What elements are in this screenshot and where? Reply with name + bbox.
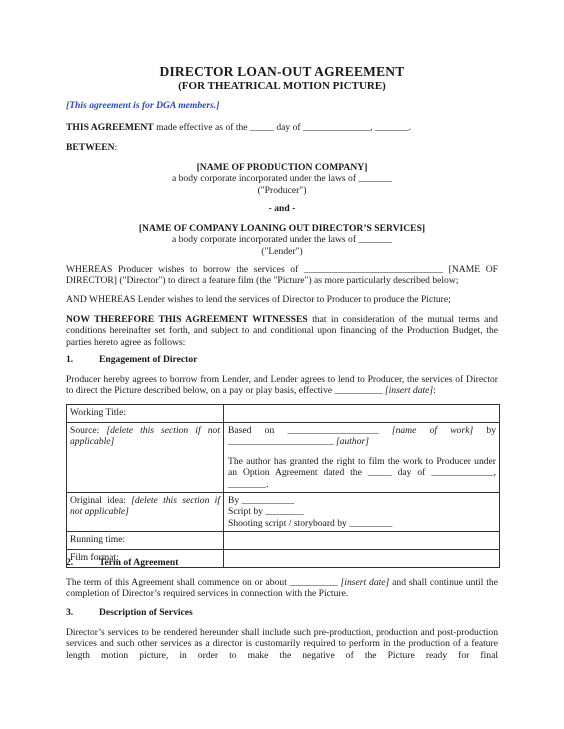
source-label-text <box>70 425 220 448</box>
section-1-number: 1. <box>66 354 74 365</box>
section-2-heading: Term of Agreement <box>99 557 179 568</box>
table-row <box>67 405 500 423</box>
section-2-date-note: [insert date] <box>340 577 390 588</box>
on-word: on <box>264 425 275 436</box>
section-1-heading: Engagement of Director <box>99 354 198 365</box>
section-3-paragraph: Director’s services to be rendered hereunder shall include such pre-production, production and post-production services and such other services as a director is customarily required to perform in the production of a feature length motion picture, in order to make the negative of the Picture ready for final <box>66 627 498 661</box>
by-word: by <box>486 425 496 436</box>
producer-block <box>66 162 498 196</box>
option-agreement-text: The author has granted the right to film the work to Producer under an Option Agreement dated the _____ day of _____________, ________. <box>228 455 496 490</box>
by-line: By ___________ <box>228 495 295 507</box>
picture-details-table <box>66 404 500 568</box>
section-2-paragraph <box>66 577 498 600</box>
effective-bold: THIS AGREEMENT <box>66 122 154 133</box>
whereas-paragraph-1: WHEREAS Producer wishes to borrow the services of _____________________________ [NAME OF DIRECTOR] ("Director") to direct a feature film (the "Picture") as more particularly described below; <box>66 264 498 287</box>
based-word: Based <box>228 425 252 436</box>
lender-block <box>66 223 498 257</box>
between-heading <box>66 142 498 153</box>
storyboard-by-line: Shooting script / storyboard by _________ <box>228 517 393 529</box>
work-word: work] <box>450 425 474 436</box>
section-2-text-end: and shall continue until the completion of Director’s required services in connection with the Picture. <box>66 577 498 600</box>
film-format-label-text: Film format: <box>70 552 119 564</box>
document-title: DIRECTOR LOAN-OUT AGREEMENT <box>159 64 405 79</box>
dga-note: [This agreement is for DGA members.] <box>66 100 220 111</box>
of-word: of <box>429 425 438 436</box>
name-word: [name <box>391 425 417 436</box>
work-blank: ___________________ <box>287 425 379 436</box>
now-therefore-rest: that in consideration of the mutual terms and conditions hereinafter set forth, and subject to and conditional upon financing of the Production Budget, the parties hereto agree as follows: <box>66 314 498 348</box>
original-idea-word: Original idea: <box>70 495 132 507</box>
producer-name: [NAME OF PRODUCTION COMPANY] <box>196 162 368 173</box>
based-on-line-1 <box>228 425 496 436</box>
now-therefore-bold: NOW THEREFORE THIS AGREEMENT WITNESSES <box>66 314 308 325</box>
source-label-word: Source: <box>70 425 107 436</box>
working-title-label <box>67 405 224 423</box>
film-format-value <box>224 550 500 568</box>
section-2-number: 2. <box>66 557 74 568</box>
author-blank: ______________________ <box>228 436 336 448</box>
section-1-paragraph <box>66 374 498 397</box>
between-label: BETWEEN <box>66 142 115 153</box>
producer-incorporation: a body corporate incorporated under the laws of _______ <box>171 173 393 185</box>
section-3-heading: Description of Services <box>99 607 193 618</box>
original-delete-note: [delete this section if not applicable] <box>70 495 220 518</box>
document-subtitle: (FOR THEATRICAL MOTION PICTURE) <box>178 80 386 92</box>
running-time-value <box>224 532 500 550</box>
section-3-number: 3. <box>66 607 74 618</box>
table-row <box>67 493 500 532</box>
source-delete-note: [delete this section if not applicable] <box>70 425 220 448</box>
section-2-text: The term of this Agreement shall commence on or about __________ <box>66 577 341 588</box>
effective-rest: made effective as of the _____ day of ______________, _______. <box>153 122 411 133</box>
lender-incorporation: a body corporate incorporated under the laws of _______ <box>171 234 393 246</box>
working-title-label-text: Working Title: <box>70 407 127 418</box>
author-note: [author] <box>335 436 369 448</box>
table-row <box>67 532 500 550</box>
lender-alias: ("Lender") <box>261 245 303 257</box>
lender-name: [NAME OF COMPANY LOANING OUT DIRECTOR’S SERVICES] <box>138 223 426 234</box>
table-row <box>67 423 500 493</box>
whereas-paragraph-2: AND WHEREAS Lender wishes to lend the services of Director to Producer to produce the Picture; <box>66 294 451 305</box>
original-idea-label-text <box>70 495 220 518</box>
original-idea-label <box>67 493 224 532</box>
between-colon: : <box>114 142 118 153</box>
now-therefore-paragraph <box>66 314 498 348</box>
script-by-line: Script by ________ <box>228 506 304 518</box>
source-label <box>67 423 224 493</box>
and-separator: - and - <box>268 203 296 214</box>
original-idea-value <box>224 493 500 532</box>
section-1-text: Producer hereby agrees to borrow from Lender, and Lender agrees to lend to Producer, the services of Director to direct the Picture described below, on a pay or play basis, effective __________ <box>66 374 498 397</box>
producer-alias: ("Producer") <box>257 184 307 196</box>
effective-clause <box>66 122 498 133</box>
running-time-label <box>67 532 224 550</box>
section-1-date-note: [insert date] <box>384 385 434 397</box>
running-time-label-text: Running time: <box>70 534 126 546</box>
based-on-line-2 <box>228 436 496 447</box>
working-title-value <box>224 405 500 423</box>
section-1-colon: : <box>433 385 436 397</box>
source-value <box>224 423 500 493</box>
